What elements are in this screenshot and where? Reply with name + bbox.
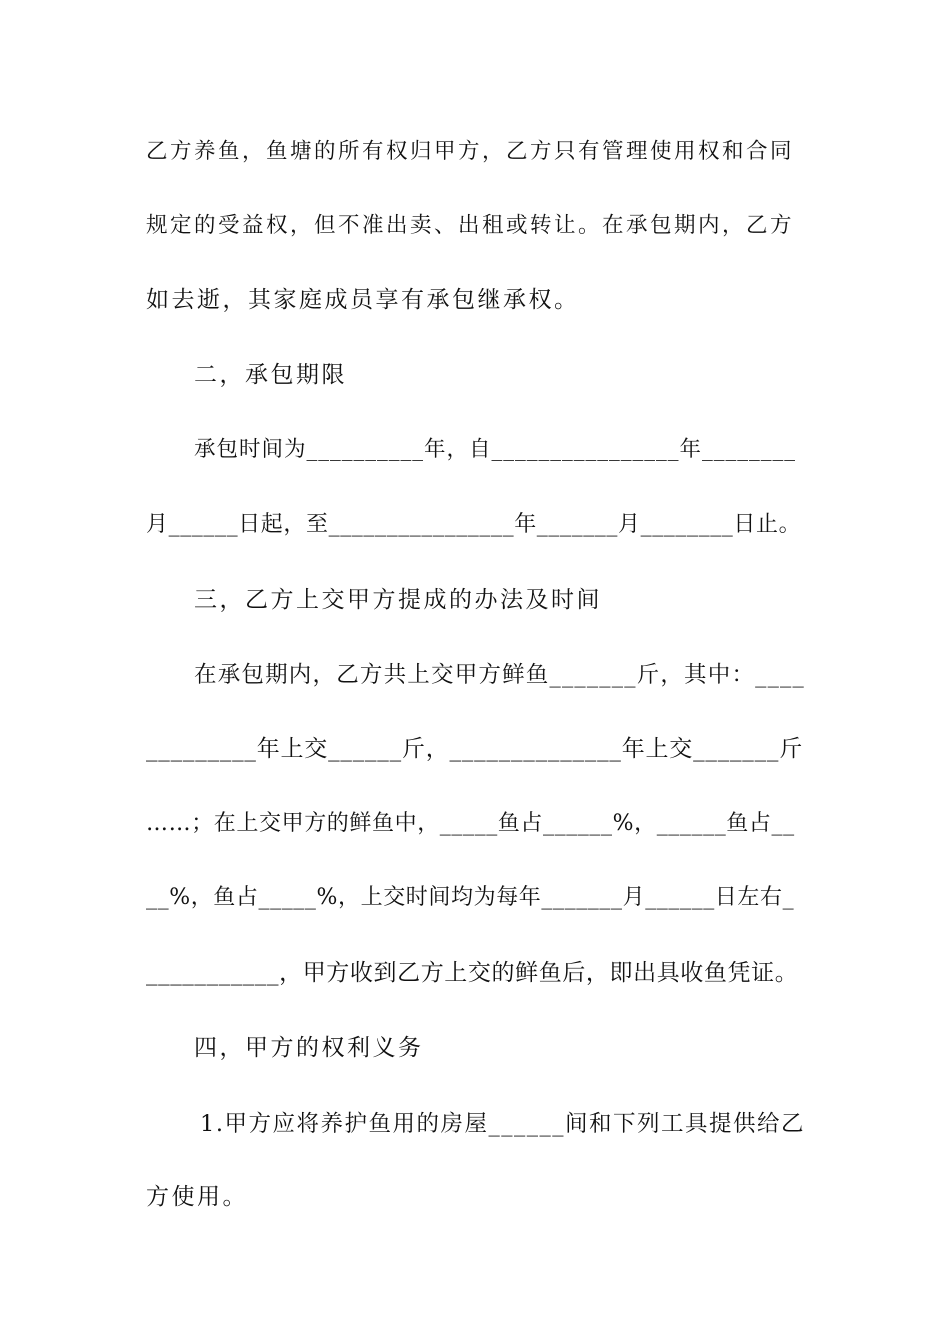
text-line: 在承包期内，乙方共上交甲方鲜鱼_______斤，其中：____	[194, 662, 805, 688]
section-heading-rights: 四，甲方的权利义务	[194, 1035, 424, 1061]
text-line: ___________，甲方收到乙方上交的鲜鱼后，即出具收鱼凭证。	[146, 960, 799, 986]
text-line: 方使用。	[146, 1184, 248, 1210]
text-line: 规定的受益权，但不准出卖、出租或转让。在承包期内，乙方	[146, 213, 795, 238]
text-line: __%，鱼占_____%，上交时间均为每年_______月______日左右_	[146, 885, 795, 910]
text-line: _________年上交______斤，______________年上交_______斤	[146, 736, 803, 762]
text-line: 乙方养鱼，鱼塘的所有权归甲方，乙方只有管理使用权和合同	[146, 139, 795, 164]
text-line: 1.甲方应将养护鱼用的房屋______间和下列工具提供给乙	[200, 1111, 805, 1137]
text-line: 月______日起，至________________年_______月________日止。	[146, 512, 802, 537]
section-heading-payment: 三，乙方上交甲方提成的办法及时间	[194, 587, 602, 613]
section-heading-term: 二，承包期限	[194, 362, 347, 388]
text-line: ……；在上交甲方的鲜鱼中，_____鱼占______%，______鱼占__	[146, 811, 795, 836]
text-line: 承包时间为__________年，自________________年________	[194, 437, 797, 462]
text-line: 如去逝，其家庭成员享有承包继承权。	[146, 287, 580, 313]
